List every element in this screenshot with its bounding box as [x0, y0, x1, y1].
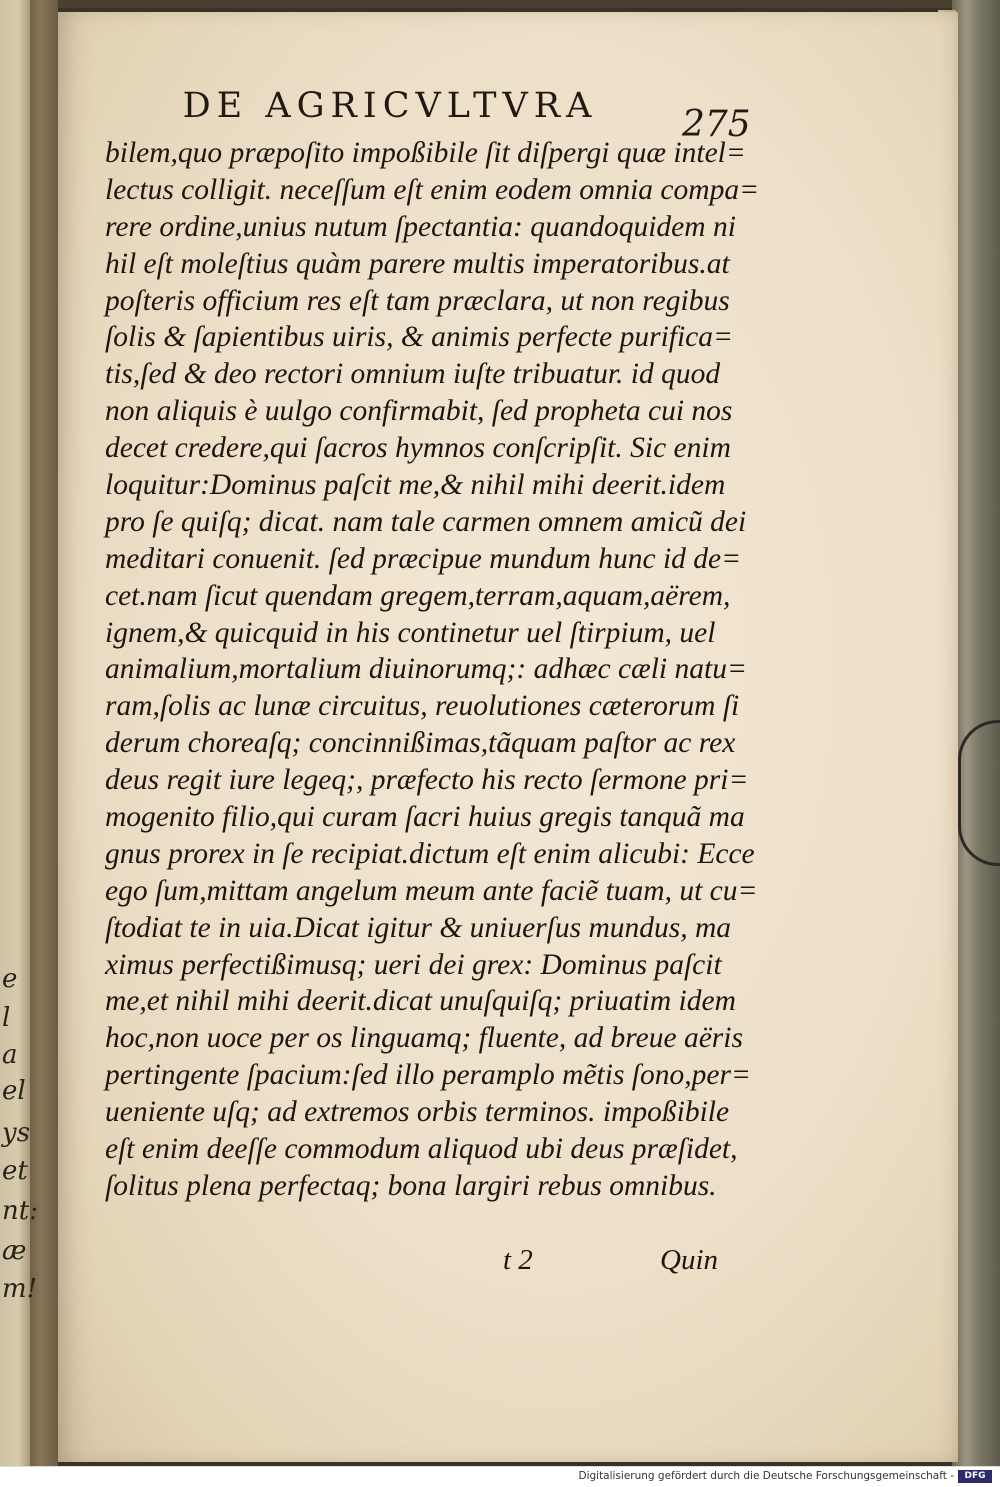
running-head: DE AGRICVLTVRA [182, 86, 598, 126]
catchword: Quin [660, 1244, 718, 1276]
funding-notice: Digitalisierung gefördert durch die Deutsche Forschungsgemeinschaft - [578, 1470, 954, 1482]
text-line: eſt enim deeſſe commodum aliquod ubi deus præſidet, [105, 1133, 738, 1166]
text-line: ignem,& quicquid in his continetur uel ſtirpium, uel [105, 616, 716, 649]
text-line: meditari conuenit. ſed præcipue mundum hunc id de= [105, 542, 742, 575]
text-line: non aliquis è uulgo confirmabit, ſed propheta cui nos [105, 395, 733, 428]
text-line: lectus colligit. neceſſum eſt enim eodem omnia compa= [105, 173, 759, 206]
page-clip [958, 720, 1000, 866]
text-line: poſteris officium res eſt tam præclara, ut non regibus [105, 284, 730, 317]
text-line: tis,ſed & deo rectori omnium iuſte tribuatur. id quod [105, 358, 721, 391]
text-line: ram,ſolis ac lunæ circuitus, reuolutiones cæterorum ſi [105, 690, 740, 723]
page-number: 275 [682, 104, 751, 145]
margin-glyph: æ [2, 1236, 27, 1266]
text-line: gnus prorex in ſe recipiat.dictum eſt enim alicubi: Ecce [105, 837, 755, 870]
margin-glyph: et [2, 1156, 28, 1186]
text-line: derum choreaſq; concinnißimas,tãquam paſtor ac rex [105, 727, 736, 760]
text-line: animalium,mortalium diuinorumq;: adhæc cæli natu= [105, 653, 747, 686]
text-line: ſolitus plena perfectaq; bona largiri rebus omnibus. [105, 1169, 717, 1202]
margin-glyph: l [2, 1003, 11, 1033]
footer-bar [0, 1466, 1000, 1487]
text-line: deus regit iure legeq;, præfecto his recto ſermone pri= [105, 764, 749, 797]
text-line: pro ſe quiſq; dicat. nam tale carmen omnem amicũ dei [105, 505, 747, 538]
margin-glyph: nt: [2, 1196, 38, 1226]
text-line: hil eſt moleſtius quàm parere multis imperatoribus.at [105, 247, 730, 280]
margin-glyph: m! [2, 1274, 38, 1304]
margin-glyph: e [2, 964, 18, 994]
text-line: pertingente ſpacium:ſed illo peramplo mẽtis ſono,per= [105, 1059, 751, 1092]
text-line: ſolis & ſapientibus uiris, & animis perfecte purifica= [105, 321, 733, 354]
text-line: ſtodiat te in uia.Dicat igitur & uniuerſus mundus, ma [105, 911, 732, 944]
text-line: ego ſum,mittam angelum meum ante faciẽ tuam, ut cu= [105, 874, 758, 907]
text-line: me,et nihil mihi deerit.dicat unuſquiſq; priuatim idem [105, 985, 736, 1018]
text-line: rere ordine,unius nutum ſpectantia: quandoquidem ni [105, 210, 736, 243]
margin-glyph: el [2, 1076, 26, 1106]
text-line: cet.nam ſicut quendam gregem,terram,aquam,aërem, [105, 579, 731, 612]
margin-glyph: a [2, 1040, 18, 1070]
scan-top-edge [0, 0, 1000, 8]
text-line: decet credere,qui ſacros hymnos conſcripſit. Sic enim [105, 432, 731, 465]
margin-glyph: ys [2, 1118, 31, 1148]
text-line: loquitur:Dominus paſcit me,& nihil mihi deerit.idem [105, 469, 726, 502]
text-line: ueniente uſq; ad extremos orbis terminos. impoßibile [105, 1096, 730, 1129]
text-line: bilem,quo præpoſito impoßibile ſit diſpergi quæ intel= [105, 137, 746, 169]
body-text [105, 135, 770, 1205]
text-line: hoc,non uoce per os linguamq; fluente, ad breue aëris [105, 1022, 743, 1055]
text-line: ximus perfectißimusq; ueri dei grex: Dominus paſcit [105, 948, 722, 981]
text-line: mogenito filio,qui curam ſacri huius gregis tanquã ma [105, 801, 745, 834]
dfg-logo: DFG [958, 1470, 992, 1483]
facing-page-strip [0, 0, 38, 1466]
signature-mark: t 2 [503, 1244, 533, 1276]
